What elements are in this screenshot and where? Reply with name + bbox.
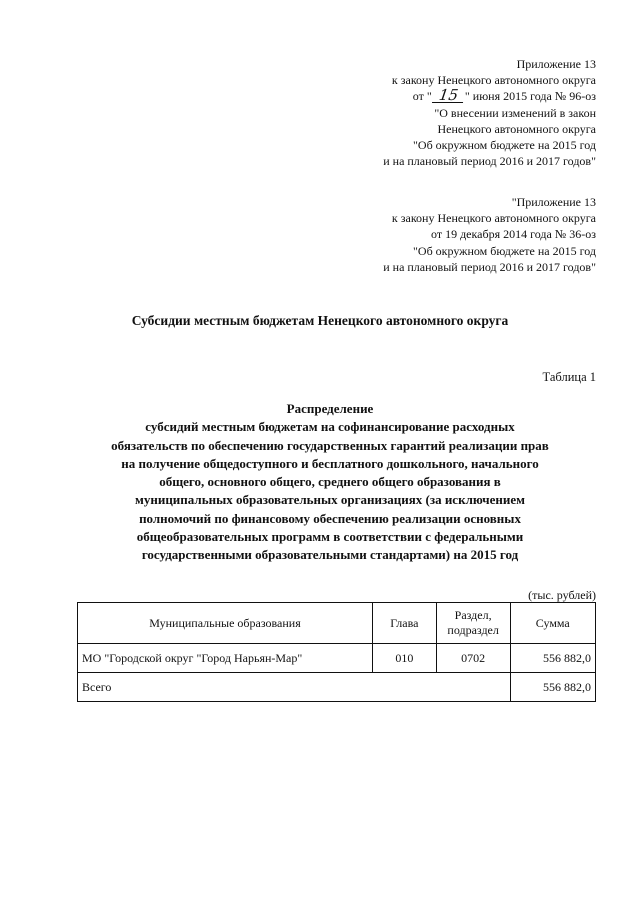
distribution-line: государственными образовательными стандартами) на 2015 год bbox=[141, 547, 519, 563]
distribution-line: муниципальных образовательных организациях (за исключением bbox=[134, 492, 526, 508]
page-title: Субсидии местным бюджетам Ненецкого автономного округа bbox=[131, 313, 509, 328]
law-title-line-2: Ненецкого автономного округа bbox=[437, 121, 596, 136]
table-header-row bbox=[78, 603, 596, 644]
cell-chapter: 010 bbox=[372, 644, 436, 673]
appendix-label: Приложение 13 bbox=[516, 57, 596, 71]
table-total-row bbox=[78, 673, 596, 702]
appendix-original-law-header bbox=[383, 194, 596, 275]
date-prefix: от " bbox=[412, 89, 432, 104]
appendix-amending-law-header bbox=[383, 56, 596, 169]
cell-sum: 556 882,0 bbox=[510, 644, 595, 673]
header-section: Раздел, подраздел bbox=[436, 603, 510, 644]
distribution-line: общего, основного общего, среднего общего образования в bbox=[159, 474, 501, 490]
distribution-line: субсидий местным бюджетам на софинансирование расходных bbox=[145, 419, 515, 435]
subsidies-table bbox=[77, 602, 596, 702]
cell-municipality: МО "Городской округ "Город Нарьян-Мар" bbox=[78, 644, 373, 673]
appendix-label: "Приложение 13 bbox=[511, 195, 596, 209]
law-title-line-4: и на плановый период 2016 и 2017 годов" bbox=[383, 154, 596, 169]
handwritten-day: 15 bbox=[432, 88, 465, 103]
law-date-line: от 19 декабря 2014 года № 36-оз bbox=[430, 227, 596, 242]
header-chapter: Глава bbox=[372, 603, 436, 644]
law-title-line-3: "Об окружном бюджете на 2015 год bbox=[413, 138, 596, 153]
law-reference: к закону Ненецкого автономного округа bbox=[391, 73, 596, 88]
header-municipality: Муниципальные образования bbox=[78, 603, 373, 644]
distribution-line: обязательств по обеспечению государственных гарантий реализации прав bbox=[111, 437, 549, 453]
law-title-line-1: "Об окружном бюджете на 2015 год bbox=[413, 243, 596, 258]
law-title-line-1: "О внесении изменений в закон bbox=[434, 105, 596, 120]
law-reference: к закону Ненецкого автономного округа bbox=[391, 211, 596, 226]
distribution-line: полномочий по финансовому обеспечению реализации основных bbox=[139, 510, 521, 526]
law-date-line bbox=[383, 88, 596, 104]
units-label: (тыс. рублей) bbox=[528, 588, 596, 602]
distribution-line: на получение общедоступного и бесплатного дошкольного, начального bbox=[121, 455, 539, 471]
table-row bbox=[78, 644, 596, 673]
distribution-heading bbox=[60, 400, 600, 565]
total-sum: 556 882,0 bbox=[510, 673, 595, 702]
law-title-line-2: и на плановый период 2016 и 2017 годов" bbox=[383, 259, 596, 274]
cell-section: 0702 bbox=[436, 644, 510, 673]
date-suffix: " июня 2015 года № 96-оз bbox=[464, 89, 596, 104]
distribution-line: общеобразовательных программ в соответствии с федеральными bbox=[136, 529, 524, 545]
header-sum: Сумма bbox=[510, 603, 595, 644]
table-number-label: Таблица 1 bbox=[542, 370, 596, 384]
distribution-title: Распределение bbox=[286, 401, 374, 416]
total-label: Всего bbox=[78, 673, 511, 702]
